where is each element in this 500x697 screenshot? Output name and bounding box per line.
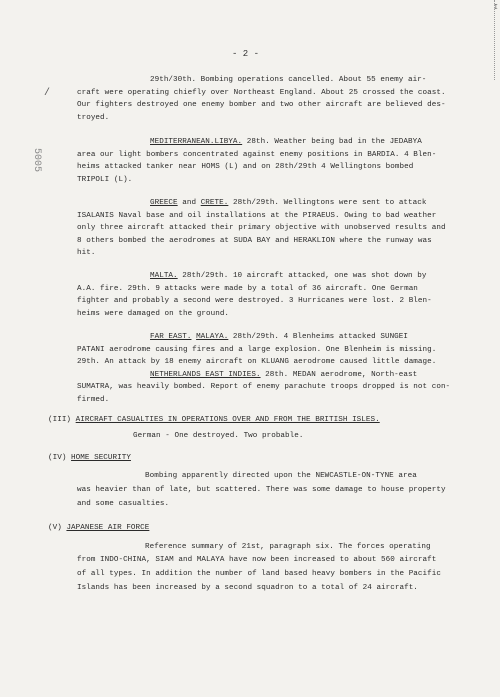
text-line <box>145 543 431 552</box>
line-text: 28th. Weather being bad in the JEDABYA <box>242 138 422 146</box>
section-heading: JAPANESE AIR FORCE <box>66 524 150 532</box>
line-text: 28th/29th. Wellingtons were sent to attack <box>228 199 427 207</box>
line-text: only three aircraft attacked their primary objective with unobserved results and <box>77 224 446 232</box>
line-text: SUMATRA, was heavily bombed. Report of enemy parachute troops dropped is not con- <box>77 383 451 391</box>
line-text: fighter and probably a second were destroyed. 3 Hurricanes were lost. 2 Blen- <box>77 297 432 305</box>
text-line <box>77 163 413 172</box>
text-line <box>150 76 426 85</box>
line-text: heims were damaged on the ground. <box>77 310 230 318</box>
text-line <box>77 285 418 294</box>
line-text: PATANI aerodrome causing fires and a large explosion. One Blenheim is missing. <box>77 346 437 354</box>
text-line <box>150 199 426 208</box>
line-text: Reference summary of 21st, paragraph six. The forces operating <box>145 543 431 551</box>
section-heading: MALTA. <box>150 272 178 280</box>
text-line <box>77 486 446 495</box>
heading-connector: and <box>177 199 201 207</box>
text-line <box>77 224 446 233</box>
margin-slash-mark: / <box>44 88 51 99</box>
margin-vertical-number: 5005 <box>31 148 42 173</box>
section-heading: GREECE <box>150 199 178 207</box>
line-text: 29th. An attack by 18 enemy aircraft on KLUANG aerodrome caused little damage. <box>77 358 437 366</box>
line-text: 28th/29th. 10 aircraft attacked, one was shot down by <box>177 272 427 280</box>
line-text: Bombing apparently directed upon the NEWCASTLE-ON-TYNE area <box>145 472 417 480</box>
line-text: craft were operating chiefly over Northeast England. About 25 crossed the coast. <box>77 89 446 97</box>
section-heading: FAR EAST. <box>150 333 192 341</box>
section-heading: HOME SECURITY <box>71 454 131 462</box>
text-line <box>77 176 132 185</box>
text-line <box>77 101 446 110</box>
section-heading: AIRCRAFT CASUALTIES IN OPERATIONS OVER AND FROM THE BRITISH ISLES. <box>75 416 380 424</box>
text-line <box>77 396 109 405</box>
text-line <box>150 371 417 380</box>
text-line <box>77 358 436 367</box>
line-text: ISALANIS Naval base and oil installations at the PIRAEUS. Owing to bad weather <box>77 212 437 220</box>
line-text: German - One destroyed. Two probable. <box>133 432 304 440</box>
line-text: 28th/29th. 4 Blenheims attacked SUNGEI <box>228 333 409 341</box>
text-line <box>133 432 303 441</box>
line-text: hit. <box>77 249 96 257</box>
line-text: TRIPOLI (L). <box>77 176 133 184</box>
text-line <box>77 570 441 579</box>
text-line <box>150 333 408 342</box>
page-edge-dots <box>494 0 497 80</box>
text-line <box>77 584 418 593</box>
corner-mark: I <box>493 4 498 12</box>
line-text: of all types. In addition the number of land based heavy bombers in the Pacific <box>77 570 441 578</box>
text-line <box>77 310 229 319</box>
text-line <box>150 272 426 281</box>
text-line <box>77 114 109 123</box>
section-heading: MEDITERRANEAN. <box>150 138 215 146</box>
line-text: area our light bombers concentrated against enemy positions in BARDIA. 4 Blen- <box>77 151 437 159</box>
line-text: Islands has been increased by a second squadron to a total of 24 aircraft. <box>77 584 418 592</box>
text-line <box>77 89 446 98</box>
text-line <box>145 472 417 481</box>
line-text: A.A. fire. 29th. 9 attacks were made by a total of 36 aircraft. One German <box>77 285 418 293</box>
text-line <box>77 212 436 221</box>
subsection-heading: CRETE. <box>200 199 229 207</box>
subsection-heading: MALAYA. <box>196 333 229 341</box>
line-text: 29th/30th. Bombing operations cancelled. About 55 enemy air- <box>150 76 427 84</box>
line-text: 28th. MEDAN aerodrome, North-east <box>260 371 418 379</box>
text-line <box>77 151 436 160</box>
text-line <box>77 237 432 246</box>
line-text: firmed. <box>77 396 110 404</box>
text-line <box>77 383 450 392</box>
subsection-heading: LIBYA. <box>214 138 243 146</box>
text-line <box>77 556 436 565</box>
line-text: was heavier than of late, but scattered. There was some damage to house property <box>77 486 446 494</box>
line-text: and some casualties. <box>77 500 170 508</box>
section-number: (V) <box>48 524 67 532</box>
line-text: heims attacked tanker near HOMS (L) and on 28th/29th 4 Wellingtons bombed <box>77 163 414 171</box>
text-line <box>48 524 149 533</box>
page-number: - 2 - <box>232 49 260 59</box>
line-text: troyed. <box>77 114 110 122</box>
text-line <box>48 454 131 463</box>
section-number: (III) <box>48 416 76 424</box>
text-line <box>48 416 380 425</box>
section-number: (IV) <box>48 454 72 462</box>
text-line <box>150 138 422 147</box>
text-line <box>77 297 432 306</box>
text-line <box>77 346 436 355</box>
text-line <box>77 249 95 258</box>
line-text: from INDO-CHINA, SIAM and MALAYA have now been increased to about 560 aircraft <box>77 556 437 564</box>
section-heading: NETHERLANDS EAST INDIES. <box>150 371 261 379</box>
line-text: 8 others bombed the aerodromes at SUDA BAY and HERAKLION where the runway was <box>77 237 432 245</box>
line-text: Our fighters destroyed one enemy bomber and two other aircraft are believed des- <box>77 101 446 109</box>
text-line <box>77 500 169 509</box>
